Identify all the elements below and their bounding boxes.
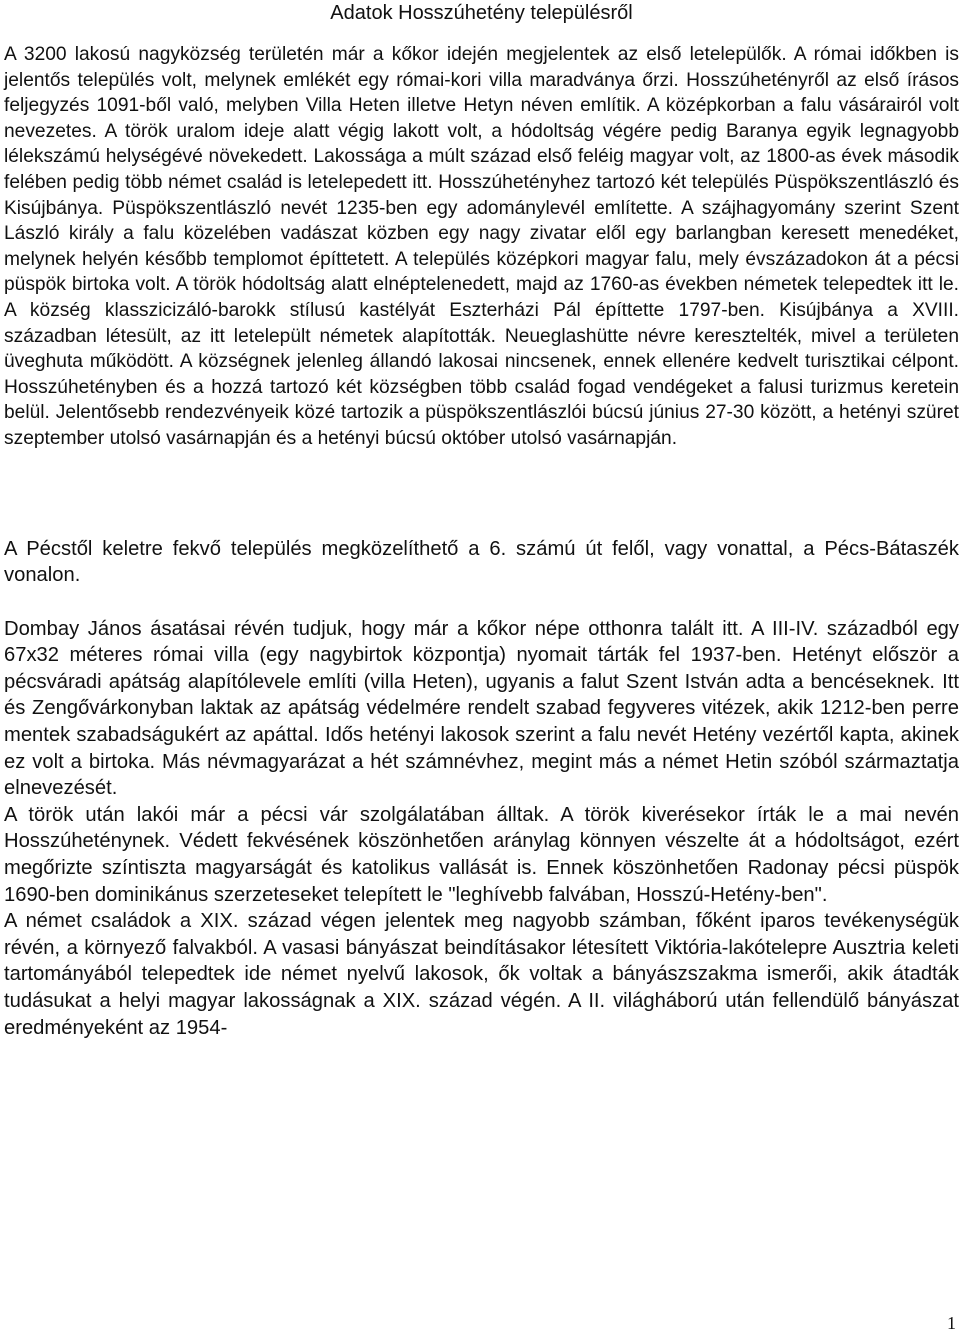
page-number: 1 bbox=[947, 1313, 956, 1333]
paragraph-turkish-era: A török után lakói már a pécsi vár szolgálatában álltak. A török kiverésekor írták le a mai nevén Hosszúheténynek. Védett fekvésének köszönhetően aránylag könnyen vészelte át a hódoltságot, ezért megőrizte színtiszta magyarságát és katolikus vallását is. Ennek köszönhetően Radonay pécsi püspök 1690-ben dominikánus szerzeteseket telepített le "leghívebb falvában, Hosszú-Hetény-ben". bbox=[4, 803, 959, 906]
paragraph-access: A Pécstől keletre fekvő település megközelíthető a 6. számú út felől, vagy vonattal, a Pécs-Bátaszék vonalon. bbox=[4, 537, 959, 587]
paragraph-history: Dombay János ásatásai révén tudjuk, hogy már a kőkor népe otthonra talált itt. A III-IV. századból egy 67x32 méteres római villa (egy nagybirtok központja) nyomait tárták fel 1937-ben. Hetényt először a pécsváradi apátság alapítólevele említi (villa Heten), ugyanis a falut Szent István adta a bencéseknek. Itt és Zengővárkonyban laktak az apátság védelmére rendelt szabad fegyveres vitézek, akik 1212-ben perre mentek szabadságukért az apáttal. Idős hetényi lakosok szerint a falu nevét Hetény vezértől kapta, akinek ez volt a birtoka. Más névmagyarázat a hét számnévhez, megint más a német Hetin szóból származtatja elnevezését. bbox=[4, 617, 959, 800]
paragraph-german-families: A német családok a XIX. század végen jelentek meg nagyobb számban, főként iparos tevékenységük révén, a környező falvakból. A vasasi bányászat beindításakor létesített Viktória-lakótelepre Ausztria keleti tartományából telepedtek ide német nyelvű lakosok, ők voltak a bányászszakma ismerői, akik átadták tudásukat a helyi magyar lakosságnak a XIX. század végén. A II. világháború után fellendülő bányászat eredményeként az 1954- bbox=[4, 910, 959, 1039]
paragraph-intro: A 3200 lakosú nagyközség területén már a kőkor idején megjelentek az első letelepülők. A római időkben is jelentős település volt, melynek emlékét egy római-kori villa maradványa őrzi. Hosszúhetényről az első írásos feljegyzés 1091-ből való, melyben Villa Heten illetve Hetyn néven említik. A középkorban a falu vásárairól volt nevezetes. A török uralom ideje alatt végig lakott volt, a hódoltság végére pedig Baranya egyik legnagyobb lélekszámú helységévé növekedett. Lakossága a múlt század első feléig magyar volt, az 1800-as évek második felében pedig több német család is letelepedett itt. Hosszúhetényhez tartozó két település Püspökszentlászló és Kisújbánya. Püspökszentlászló nevét 1235-ben egy adománylevél említette. A szájhagyomány szerint Szent László király a falu közelében vadászat közben egy nagy zivatar elől egy barlangban keresett menedéket, melynek helyén később templomot építtetett. A település középkori magyar falu, mely évszázadokon át a pécsi püspök birtoka volt. A török hódoltság alatt elnéptelenedett, majd az 1760-as években németek telepedtek itt le. A község klasszicizáló-barokk stílusú kastélyát Eszterházi Pál építtette 1797-ben. Kisújbánya a XVIII. században létesült, az itt letelepült németek alapították. Neueglashütte névre keresztelték, mivel a területen üveghuta működött. A községnek jelenleg állandó lakosai nincsenek, ennek ellenére kedvelt turisztikai célpont. Hosszúhetényben és a hozzá tartozó két községben több család fogad vendégeket a falusi turizmus keretein belül. Jelentősebb rendezvényeik közé tartozik a püspökszentlászlói búcsú június 27-30 között, a hetényi szüret szeptember utolsó vasárnapján és a hetényi búcsú október utolsó vasárnapján. bbox=[4, 44, 959, 449]
document-page bbox=[4, 0, 959, 1041]
document-title: Adatok Hosszúhetény településről bbox=[330, 2, 633, 24]
